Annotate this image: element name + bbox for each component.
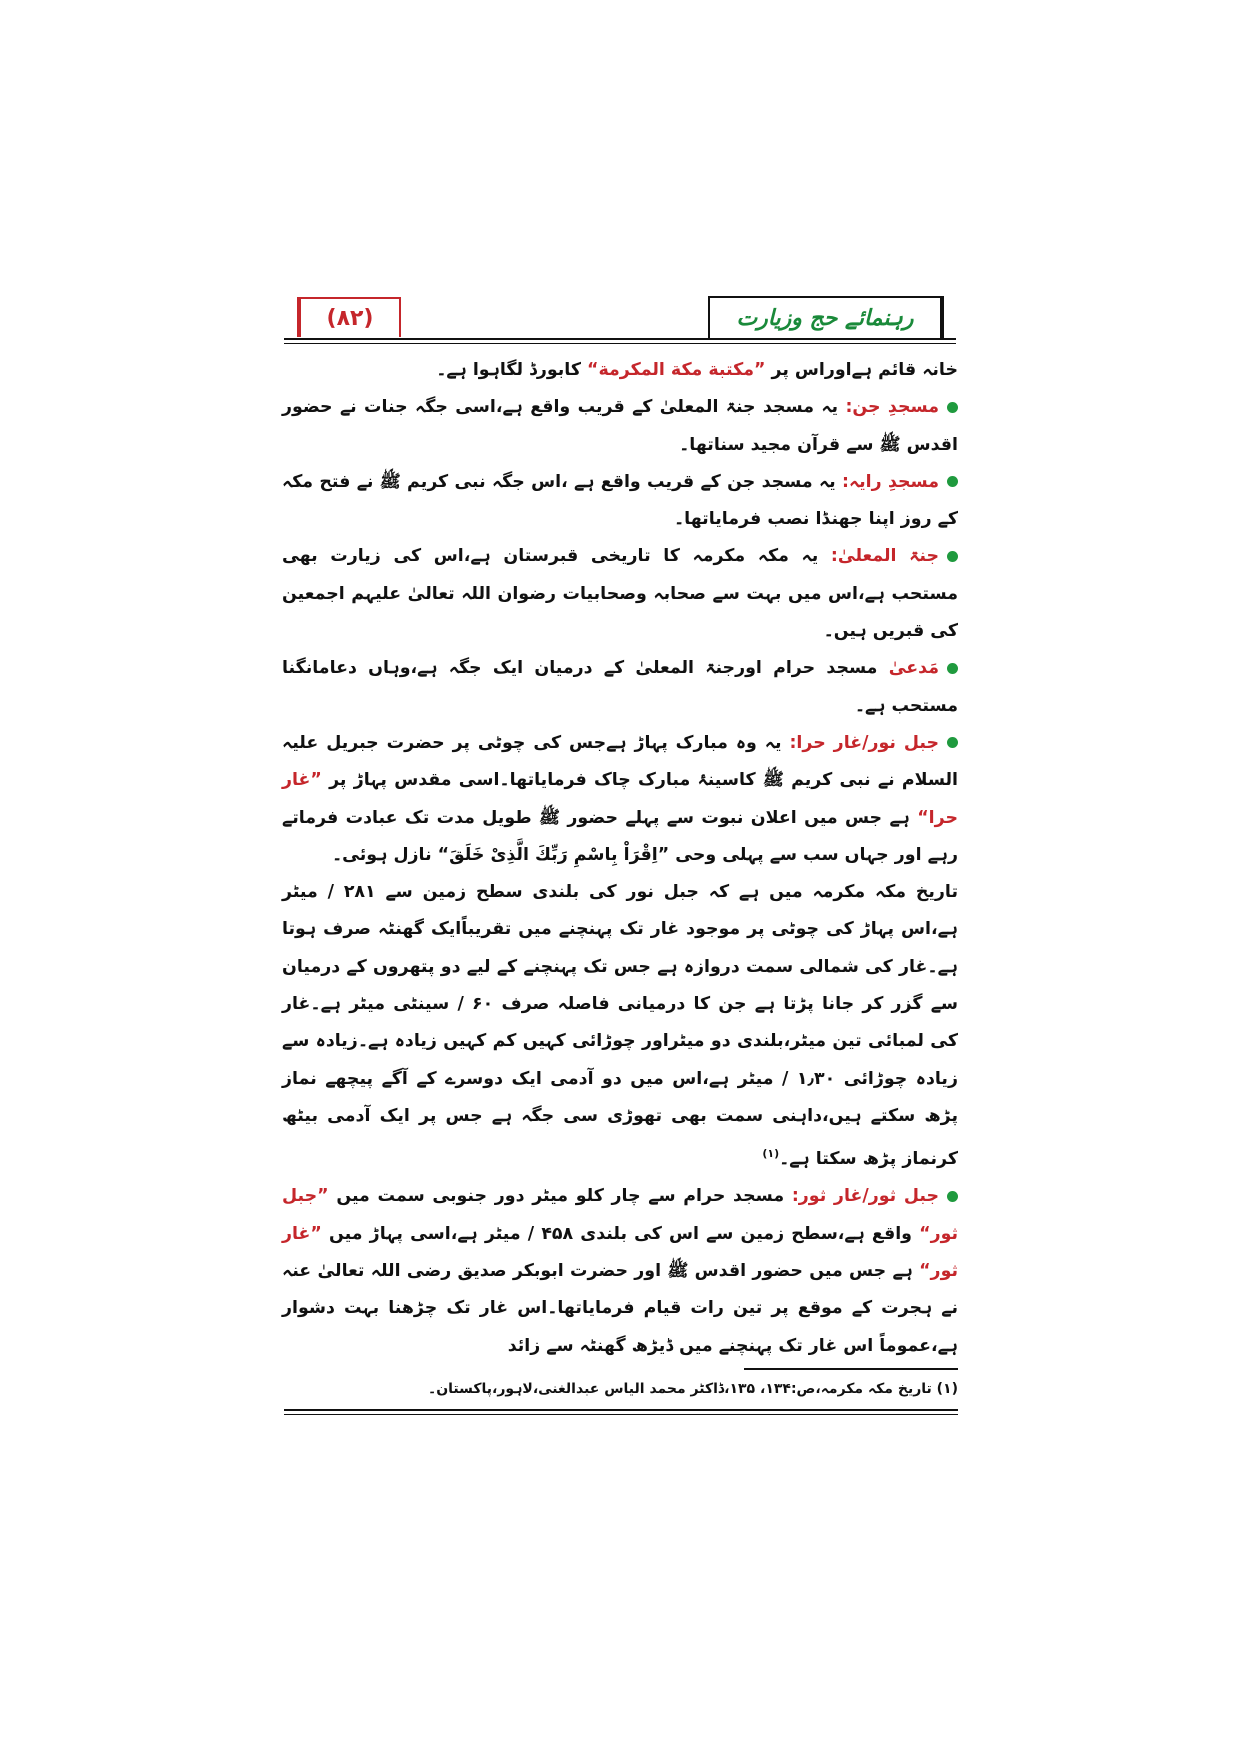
- entry-title: جبل نور/غار حرا:: [789, 732, 940, 753]
- paragraph-history: تاریخ مکہ مکرمہ میں ہے کہ جبل نور کی بلندی سطح زمین سے ۲۸۱ / میٹر ہے،اس پہاڑ کی چوٹی پر موجود غار تک پہنچنے میں تقریباًایک گھنٹہ صرف ہوتا ہے۔غار کی شمالی سمت دروازہ ہے جس تک پہنچنے کے لیے دو پتھروں کے درمیان سے گزر کر جانا پڑتا ہے جن کا درمیانی فاصلہ صرف ۶۰ / سینٹی میٹر ہے۔غار کی لمبائی تین میٹر،بلندی دو میٹراور چوڑائی کہیں کم کہیں زیادہ ہے۔زیادہ سے زیادہ چوڑائی ۱٫۳۰ / میٹر ہے،اس میں دو آدمی ایک دوسرے کے آگے پیچھے نماز پڑھ سکتے ہیں،داہنی سمت بھی تھوڑی سی جگہ ہے جس پر ایک آدمی بیٹھ کرنماز پڑھ سکتا ہے۔$^{(۱)}$: [282, 882, 959, 1170]
- footnote-ref: (۱): [762, 1147, 780, 1161]
- highlight-ghar-hira: ”غار حرا“: [282, 770, 958, 828]
- entry-masjid-jinn: مسجدِ جن: یہ مسجد جنۃ المعلیٰ کے قریب واقع ہے،اسی جگہ جنات نے حضور اقدس ﷺ سے قرآن مجید سناتھا۔: [282, 397, 958, 455]
- page-number: (۸۲): [297, 297, 401, 337]
- bullet-icon: [947, 476, 958, 487]
- entry-mada: مَدعیٰ مسجد حرام اورجنۃ المعلیٰ کے درمیان ایک جگہ ہے،وہاں دعامانگنا مستحب ہے۔: [282, 658, 958, 716]
- paragraph-intro: خانہ قائم ہےاوراس پر ”مکتبة مكة المكرمة“ کابورڈ لگاہوا ہے۔: [436, 360, 958, 380]
- bullet-icon: [947, 737, 958, 748]
- running-title: رہنمائے حج وزیارت: [708, 296, 944, 338]
- bullet-icon: [947, 551, 958, 562]
- highlight-ghar-thaur: ”غار ثور“: [282, 1223, 958, 1281]
- entry-title: مَدعیٰ: [888, 658, 939, 679]
- bullet-icon: [947, 1191, 958, 1202]
- entry-jabal-thaur: جبل ثور/غار ثور: مسجد حرام سے چار کلو میٹر دور جنوبی سمت میں ”جبل ثور“ واقع ہے،سطح زمین سے اس کی بلندی ۴۵۸ / میٹر ہے،اسی پہاڑ میں ”غار ثور“ ہے جس میں حضور اقدس ﷺ اور حضرت ابوبکر صدیق رضی اللہ تعالیٰ عنہ نے ہجرت کے موقع پر تین رات قیام فرمایاتھا۔اس غار تک چڑھنا بہت دشوار ہے،عموماً اس غار تک پہنچنے میں ڈیڑھ گھنٹہ سے زائد: [282, 1186, 959, 1356]
- highlight-jabal-thaur: ”جبل ثور“: [282, 1186, 959, 1244]
- entry-masjid-raya: مسجدِ رایہ: یہ مسجد جن کے قریب واقع ہے ،اس جگہ نبی کریم ﷺ نے فتح مکہ کے روز اپنا جھنڈا نصب فرمایاتھا۔: [282, 471, 958, 530]
- entry-jabal-noor: جبل نور/غار حرا: یہ وہ مبارک پہاڑ ہےجس کی چوٹی پر حضرت جبریل علیہ السلام نے نبی کریم ﷺ کاسینۂ مبارک چاک فرمایاتھا۔اسی مقدس پہاڑ پر ”غار حرا“ ہے جس میں اعلان نبوت سے پہلے حضور ﷺ طویل مدت تک عبادت فرماتے رہے اور جہاں سب سے پہلی وحی ”اِقْرَاْ بِاسْمِ رَبِّكَ الَّذِىْ خَلَقَ“ نازل ہوئی۔: [282, 732, 959, 865]
- footer-rule-thin: [284, 1414, 958, 1415]
- footer-rule: [284, 1409, 958, 1411]
- bullet-icon: [947, 663, 958, 674]
- footnote-rule: [744, 1368, 958, 1370]
- highlight-maktaba: ”مکتبة مكة المكرمة“: [587, 360, 766, 380]
- entry-title: جنۃ المعلیٰ:: [830, 546, 939, 567]
- bullet-icon: [947, 402, 958, 413]
- main-text: [282, 352, 958, 1365]
- header-rule-thin: [284, 343, 956, 344]
- entry-jannat-mualla: جنۃ المعلیٰ: یہ مکہ مکرمہ کا تاریخی قبرستان ہے،اس کی زیارت بھی مستحب ہے،اس میں بہت سے صحابہ وصحابیات رضوان اللہ تعالیٰ علیہم اجمعین کی قبریں ہیں۔: [282, 546, 958, 642]
- footnote: (۱) تاریخ مکہ مکرمہ،ص:۱۳۴، ۱۳۵،ڈاکٹر محمد الیاس عبدالغنی،لاہور،پاکستان۔: [428, 1381, 958, 1397]
- entry-title: مسجدِ رایہ:: [841, 471, 939, 492]
- entry-title: مسجدِ جن:: [845, 397, 939, 418]
- entry-title: جبل ثور/غار ثور:: [791, 1186, 940, 1207]
- header-rule: [284, 338, 956, 340]
